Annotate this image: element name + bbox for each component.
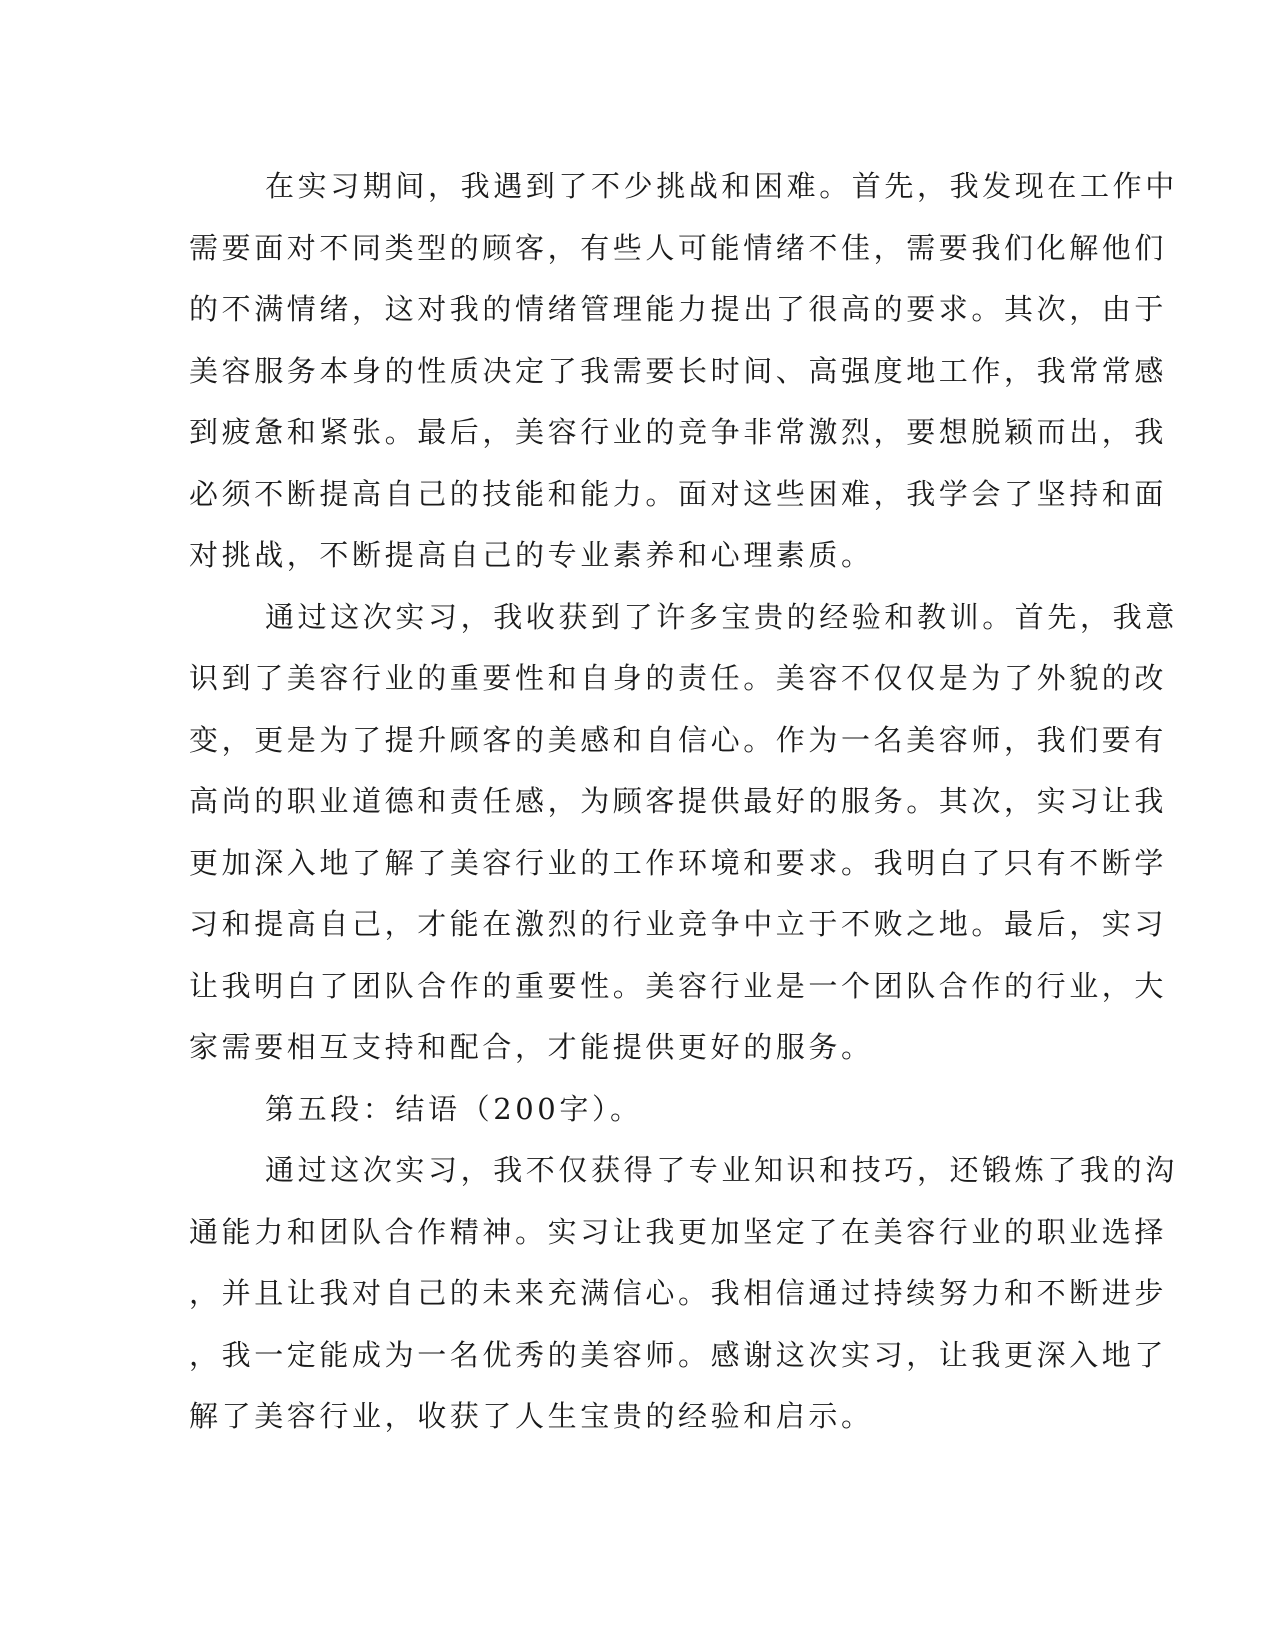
paragraph-2-line-8: 家需要相互支持和配合，才能提供更好的服务。 — [189, 1030, 874, 1064]
paragraph-2-line-2: 识到了美容行业的重要性和自身的责任。美容不仅仅是为了外貌的改 — [189, 661, 1168, 695]
document-body — [189, 156, 1178, 1448]
paragraph-2-line-4: 高尚的职业道德和责任感，为顾客提供最好的服务。其次，实习让我 — [189, 784, 1168, 818]
paragraph-3-line-4: ，我一定能成为一名优秀的美容师。感谢这次实习，让我更深入地了 — [189, 1337, 1168, 1372]
paragraph-3-line-2: 通能力和团队合作精神。实习让我更加坚定了在美容行业的职业选择 — [189, 1214, 1168, 1249]
paragraph-2-line-1: 通过这次实习，我收获到了许多宝贵的经验和教训。首先，我意 — [265, 599, 1178, 634]
paragraph-2-line-5: 更加深入地了解了美容行业的工作环境和要求。我明白了只有不断学 — [189, 845, 1168, 880]
paragraph-3-line-5: 解了美容行业，收获了人生宝贵的经验和启示。 — [189, 1399, 874, 1433]
paragraph-1-line-1: 在实习期间，我遇到了不少挑战和困难。首先，我发现在工作中 — [265, 169, 1178, 203]
section-heading: 第五段：结语（200字）。 — [265, 1091, 643, 1126]
paragraph-1-line-5: 到疲惫和紧张。最后，美容行业的竞争非常激烈，要想脱颖而出，我 — [189, 415, 1168, 449]
paragraph-1-line-3: 的不满情绪，这对我的情绪管理能力提出了很高的要求。其次，由于 — [189, 292, 1168, 326]
paragraph-2-line-6: 习和提高自己，才能在激烈的行业竞争中立于不败之地。最后，实习 — [189, 907, 1168, 941]
paragraph-1-line-2: 需要面对不同类型的顾客，有些人可能情绪不佳，需要我们化解他们 — [189, 230, 1168, 265]
paragraph-3-line-3: ，并且让我对自己的未来充满信心。我相信通过持续努力和不断进步 — [189, 1276, 1168, 1310]
paragraph-2-line-3: 变，更是为了提升顾客的美感和自信心。作为一名美容师，我们要有 — [189, 722, 1168, 757]
paragraph-3-line-1: 通过这次实习，我不仅获得了专业知识和技巧，还锻炼了我的沟 — [265, 1153, 1178, 1187]
paragraph-1-line-7: 对挑战，不断提高自己的专业素养和心理素质。 — [189, 538, 874, 572]
paragraph-2-line-7: 让我明白了团队合作的重要性。美容行业是一个团队合作的行业，大 — [189, 968, 1168, 1003]
paragraph-1-line-6: 必须不断提高自己的技能和能力。面对这些困难，我学会了坚持和面 — [189, 476, 1168, 511]
paragraph-1-line-4: 美容服务本身的性质决定了我需要长时间、高强度地工作，我常常感 — [189, 353, 1168, 388]
